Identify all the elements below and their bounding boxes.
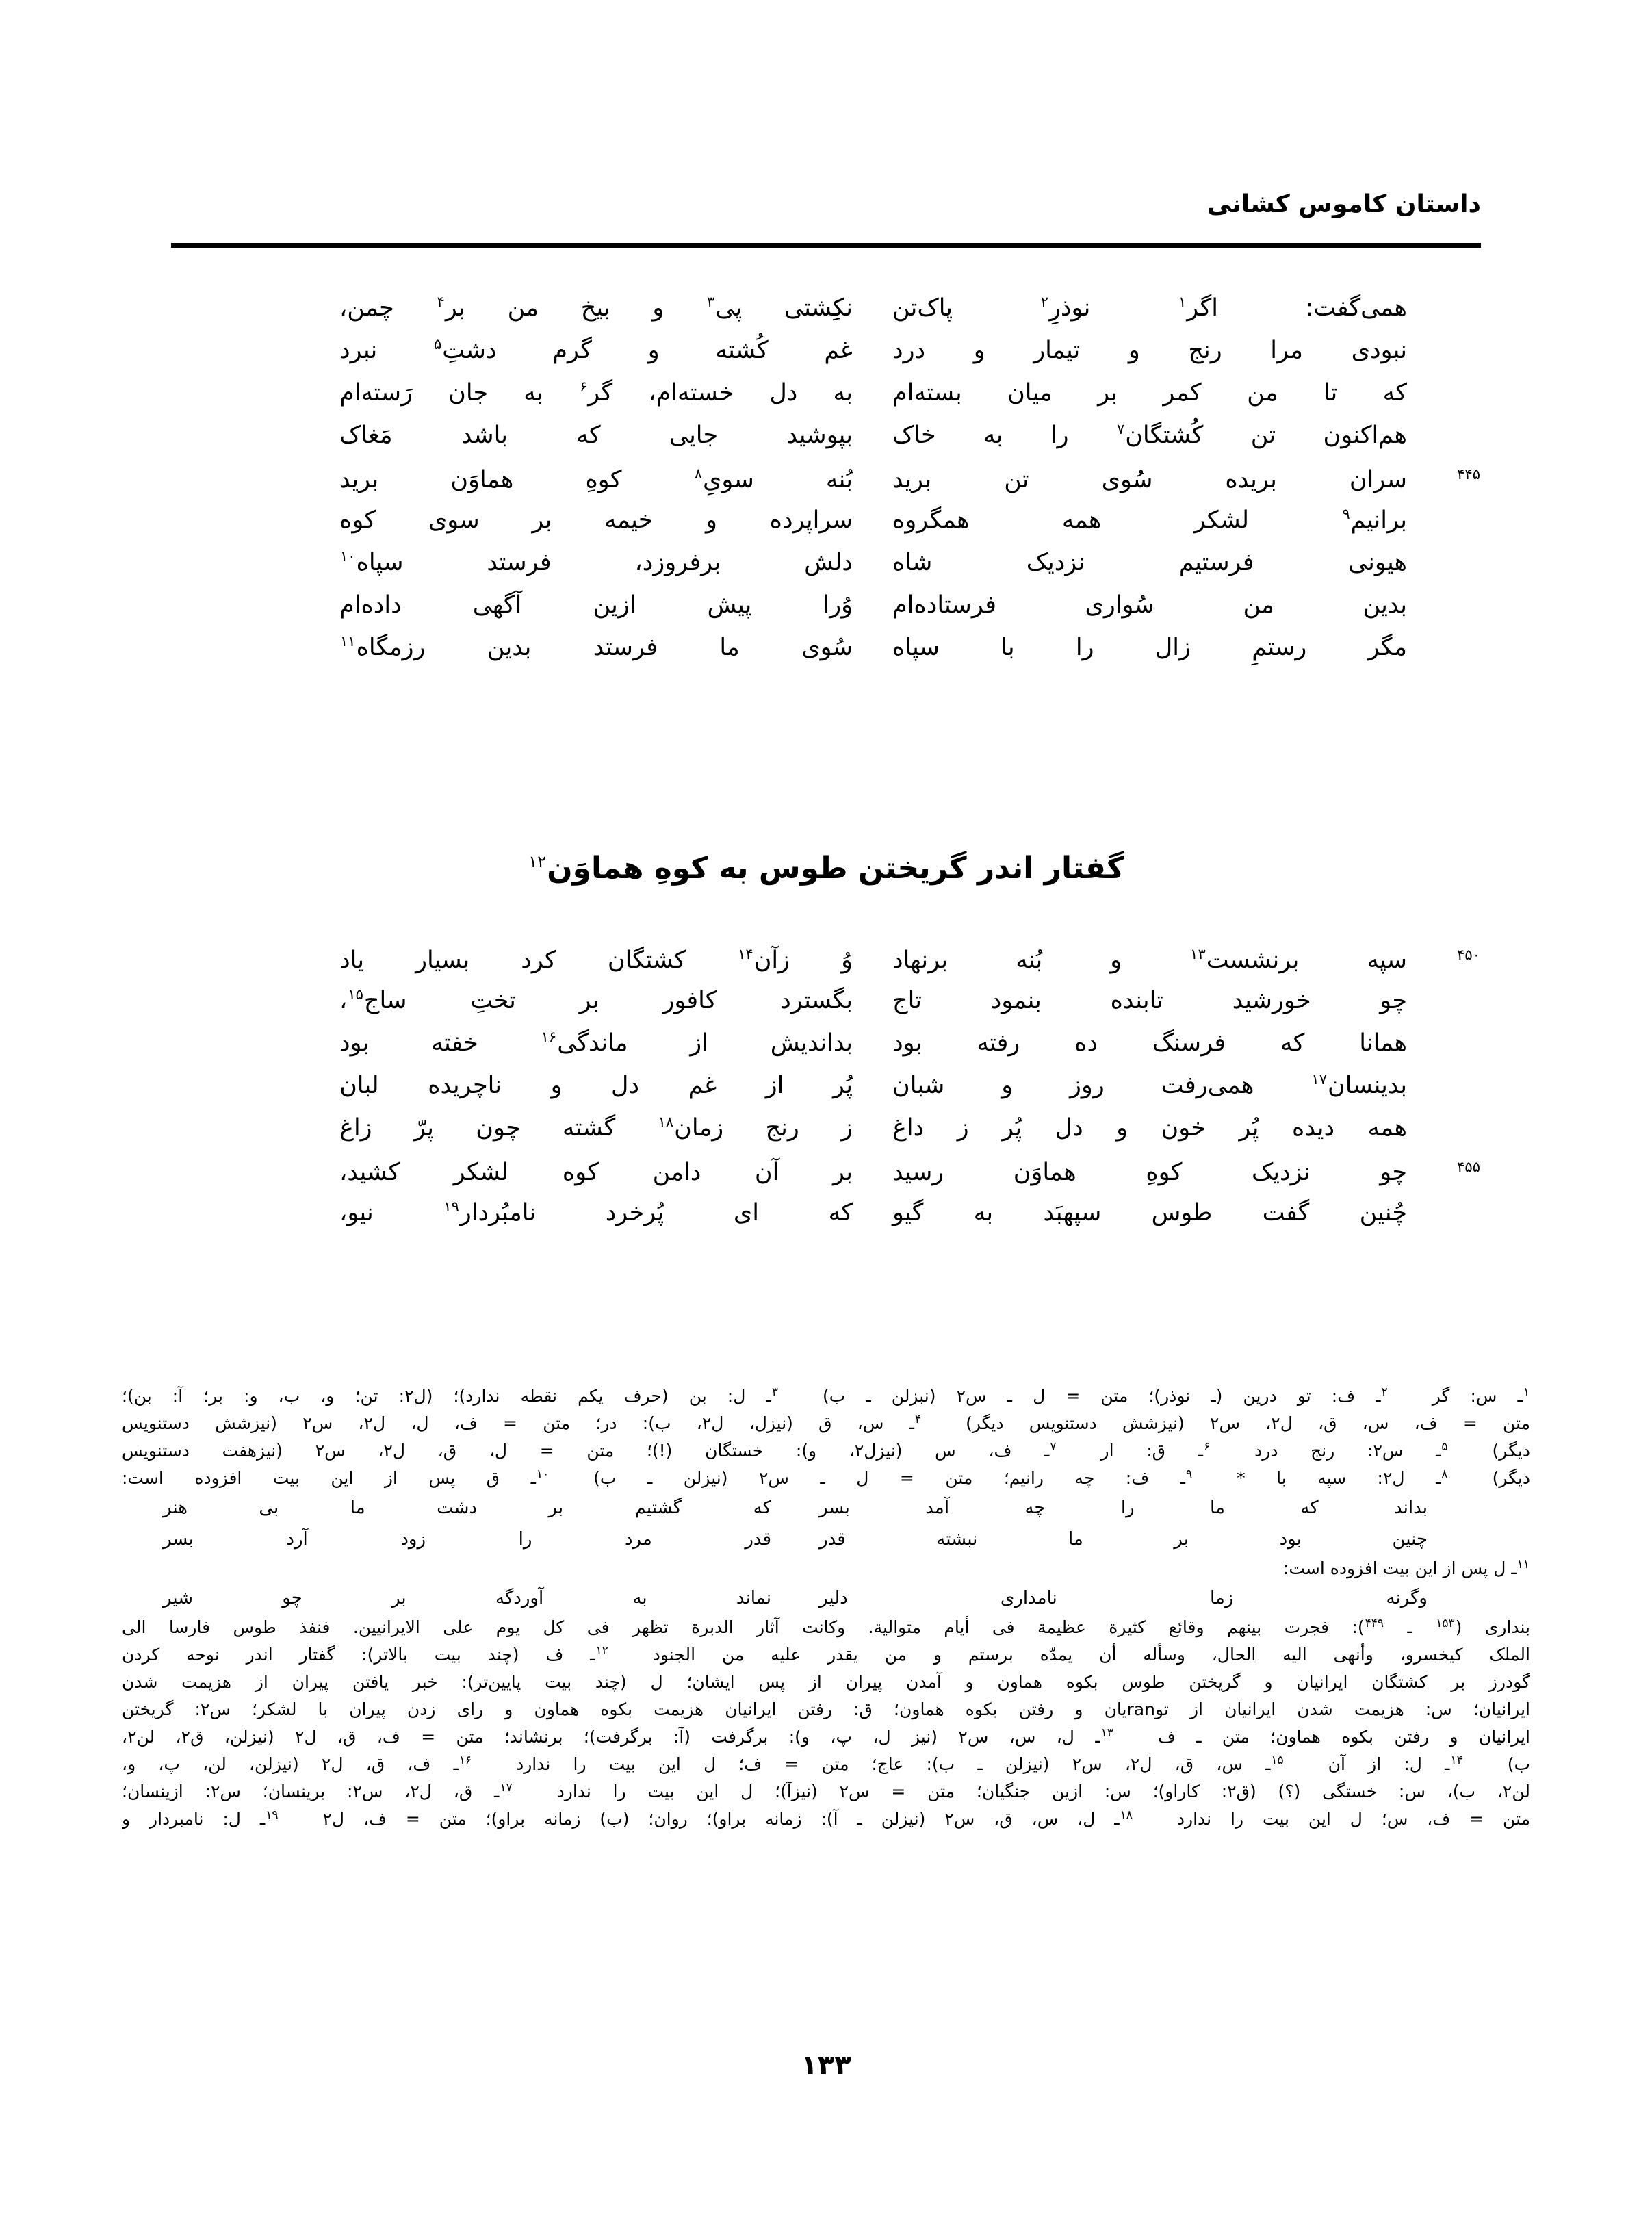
- hemistich: هم‌اکنون تن کُشتگان$^۷$ را به خاک: [892, 421, 1407, 449]
- verse-couplet: [171, 1157, 1481, 1199]
- hemistich: نبودی مرا رنج و تیمار و درد: [892, 337, 1407, 364]
- hemistich: که گشتیم بر دشت ما بی هنر: [163, 1498, 771, 1518]
- apparatus-line: دیگر)$^۸$ـ ل٢: سپه با *$^۹$ـ ف: چه رانیم؛ متن = ل ـ س٢ (نیزلن ـ ب)$^{۱۰}$ـ ق پس از این بیت افزوده است:: [122, 1467, 1530, 1488]
- verse-number: [1407, 610, 1481, 613]
- verse-couplet: [171, 549, 1481, 591]
- verse-number: [1407, 652, 1481, 655]
- hemistich: پُر از غم دل و ناچریده لبان: [339, 1072, 853, 1099]
- verse-couplet: [171, 422, 1481, 464]
- verse-couplet: [171, 591, 1481, 634]
- hemistich: چو نزدیک کوهِ هماوَن رسید: [892, 1159, 1407, 1186]
- critical-apparatus: [122, 1383, 1530, 1833]
- hemistich: سپه برنشست$^{۱۳}$ و بُنه برنهاد: [892, 946, 1407, 974]
- apparatus-line: دیگر)$^۵$ـ س٢: رنج درد$^۶$ـ ق: ار$^۷$ـ ف، س (نیزل٢، و): خستگان (!)؛ متن = ل، ق، ل٢، س٢ (نیزهفت دستنویس: [122, 1439, 1530, 1461]
- running-head: داستان کاموس کشانی: [1206, 190, 1481, 218]
- hemistich: سُوی ما فرستد بدین رزمگاه$^{۱۱}$: [340, 633, 853, 661]
- hemistich: که ای پُرخرد نامبُردار$^{۱۹}$ نیو،: [339, 1198, 853, 1226]
- verse-number: [1407, 1218, 1481, 1220]
- verse-couplet: [171, 987, 1481, 1029]
- apparatus-line: $^{۱۱}$ـ ل پس از این بیت افزوده است:: [1282, 1557, 1530, 1578]
- hemistich: بُنه سویِ$^۸$ کوهِ هماوَن برید: [339, 465, 853, 493]
- apparatus-line: ایرانیان؛ س: هزیمت شدن ایرانیان از توranیان و رفتن بکوه هماون؛ ق: رفتن ایرانیان هزیمت بکوه هماون و رای زدن پیران با لشکر؛ س٢: گریختن: [122, 1699, 1530, 1719]
- hemistich: قدر مرد را زود آرد بسر: [163, 1529, 771, 1550]
- folio-number: ۱۳۳: [801, 2050, 851, 2081]
- section-heading: [171, 851, 1481, 886]
- hemistich: غم کُشته و گرم دشتِ$^۵$ نبرد: [339, 336, 853, 364]
- verse-couplet: [171, 945, 1481, 987]
- hemistich: بدین من سُواری فرستاده‌ام: [892, 591, 1407, 619]
- verse-number: [1407, 440, 1481, 443]
- hemistich: بداندیش از ماندگی$^{۱۶}$ خفته بود: [339, 1029, 853, 1057]
- hemistich: مگر رستمِ زال را با سپاه: [892, 634, 1407, 661]
- verse-couplet: [171, 379, 1481, 422]
- hemistich: بداند که ما را چه آمد بسر: [819, 1498, 1428, 1518]
- verse-couplet: [171, 464, 1481, 506]
- apparatus-line: الملک کیخسرو، وأنهی الیه الحال، وسأله أن یمدّه برستم و من یقدر علیه من الجنود$^{۱۲}$ـ ف (چند بیت بالاتر): گفتار اندر نوحه کردن: [122, 1643, 1530, 1665]
- verse-number: ۴۵۰: [1457, 947, 1480, 964]
- hemistich: دلش برفروزد، فرستد سپاه$^{۱۰}$: [340, 548, 853, 576]
- hemistich: وُرا پیش ازین آگهی داده‌ام: [339, 591, 853, 619]
- hemistich: بگسترد کافور بر تختِ ساج$^{۱۵}$،: [339, 986, 853, 1014]
- apparatus-inserted-couplet: [122, 1582, 1530, 1614]
- verse-number: [1407, 1048, 1481, 1051]
- header-rule: [171, 243, 1481, 248]
- hemistich: بدینسان$^{۱۷}$ همی‌رفت روز و شبان: [892, 1071, 1407, 1099]
- verse-couplet: [171, 1072, 1481, 1114]
- hemistich: وگرنه زما نامداری دلیر: [819, 1588, 1428, 1608]
- apparatus-line: $^۱$ـ س: گر$^۲$ـ ف: تو درین (ـ نوذر)؛ متن = ل ـ س٢ (نبزلن ـ ب)$^۳$ـ ل: بن (حرف یکم نقطه ندارد)؛ (ل٢: تن؛ و، ب، و: بر؛ آ: بن)؛: [122, 1385, 1530, 1406]
- hemistich: سراپرده و خیمه بر سوی کوه: [339, 506, 853, 534]
- hemistich: بپوشید جایی که باشد مَغاک: [339, 422, 853, 449]
- apparatus-inserted-couplet: [122, 1492, 1530, 1524]
- verse-couplet: [171, 506, 1481, 549]
- hemistich: که تا من کمر بر میان بسته‌ام: [892, 379, 1407, 407]
- verse-couplet: [171, 634, 1481, 676]
- apparatus-inserted-couplet: [122, 1524, 1530, 1555]
- hemistich: همانا که فرسنگ ده رفته بود: [892, 1029, 1407, 1057]
- verse-couplet: [171, 1199, 1481, 1242]
- verse-number: [1407, 355, 1481, 358]
- hemistich: ز رنج زمان$^{۱۸}$ گشته چون پرّ زاغ: [339, 1114, 853, 1142]
- hemistich: برانیم$^۹$ لشکر همه همگروه: [892, 506, 1407, 534]
- apparatus-line: ب)$^{۱۴}$ـ ل: از آن$^{۱۵}$ـ س، ق، ل٢، س٢ (نیزلن ـ ب): عاج؛ متن = ف؛ ل این بیت را ندارد$^{۱۶}$ـ ف، ق، ل٢ (نیزلن، لن، پ، و،: [122, 1753, 1530, 1774]
- verse-block-lower: [171, 945, 1481, 1242]
- hemistich: چُنین گفت طوس سپهبَد به گیو: [892, 1199, 1407, 1226]
- hemistich: سران بریده سُوی تن برید: [892, 466, 1407, 493]
- apparatus-line: گودرز بر کشتگان ایرانیان و گریختن طوس بکوه هماون و آمدن پیران از پس ایشان؛ ل (چند بیت پایین‌تر): خبر یافتن پیران از هزیمت شدن: [122, 1672, 1530, 1692]
- apparatus-bundari-line: بنداری ($^{۱۵۳}$ ـ $^{۴۴۹}$): فجرت بینهم وقائع کثیرة عظیمة فی أیام متوالیة. وکانت آثار الدبرة تظهر فی کل یوم علی الایرانیین. فنفذ طوس فارسا الی: [122, 1616, 1530, 1637]
- verse-number: [1407, 313, 1481, 316]
- hemistich: چنین بود بر ما نبشته قدر: [819, 1529, 1428, 1550]
- hemistich: همه دیده پُر خون و دل پُر ز داغ: [892, 1114, 1407, 1142]
- hemistich: نماند به آوردگه بر چو شیر: [163, 1588, 771, 1608]
- verse-couplet: [171, 337, 1481, 379]
- verse-couplet: [171, 294, 1481, 337]
- verse-number: [1407, 1133, 1481, 1135]
- hemistich: وُ زآن$^{۱۴}$ کشتگان کرد بسیار یاد: [339, 946, 853, 974]
- apparatus-line: متن = ف، س؛ ل این بیت را ندارد$^{۱۸}$ـ ل، س، ق، س٢ (نیزلن ـ آ): زمانه براو)؛ روان؛ (ب) زمانه براو)؛ متن = ف، $ل٢^{۱۹}ـ$ ل: نامبردار و: [122, 1808, 1530, 1829]
- verse-number: [1407, 525, 1481, 528]
- apparatus-line: ایرانیان و رفتن بکوه هماون؛ متن ـ ف$^{۱۳}$ـ ل، س، س٢ (نیز ل، پ، و): برگرفت (آ: برگرفت)؛ برنشاند؛ متن = ف، ق، ل٢ (نیزلن، ق٢، لن٢،: [122, 1725, 1530, 1747]
- section-heading-note-marker: ۱۲: [528, 852, 547, 872]
- apparatus-line: متن = ف، س، ق، ل٢، س٢ (نیزشش دستنویس دیگر)$^۴$ـ س، ق (نیزل، ل٢، ب): در؛ متن = ف، ل، ل٢، س٢ (نیزشش دستنویس: [122, 1412, 1530, 1433]
- verse-number: [1407, 1005, 1481, 1008]
- verse-block-upper: [171, 294, 1481, 676]
- hemistich: بر آن دامن کوه لشکر کشید،: [339, 1159, 853, 1186]
- verse-number: ۴۵۵: [1457, 1159, 1480, 1176]
- verse-couplet: [171, 1029, 1481, 1072]
- hemistich: نکِشتی پی$^۳$ و بیخ من بر$^۴$ چمن،: [339, 294, 853, 322]
- hemistich: به دل خسته‌ام، گر$^۶$ به جان رَسته‌ام: [339, 378, 853, 407]
- section-heading-text: گفتار اندر گریختن طوس به کوهِ هماوَن: [547, 851, 1124, 886]
- verse-number: [1407, 398, 1481, 400]
- verse-number: ۴۴۵: [1457, 466, 1480, 483]
- hemistich: هیونی فرستیم نزدیک شاه: [892, 549, 1407, 576]
- verse-number: [1407, 567, 1481, 570]
- hemistich: چو خورشید تابنده بنمود تاج: [892, 987, 1407, 1014]
- hemistich: همی‌گفت: اگر$^۱$ نوذرِ$^۲$ پاک‌تن: [892, 294, 1407, 322]
- verse-couplet: [171, 1114, 1481, 1157]
- verse-number: [1407, 1090, 1481, 1093]
- apparatus-line: لن٢، ب)، س: خستگی (؟) (ق٢: کاراو)؛ س: ازین جنگیان؛ متن = س٢ (نیزآ)؛ ل این بیت را ندارد$^{۱۷}$ـ ق، ل٢، س٢: برینسان؛ س٢: ازینسان؛: [122, 1780, 1530, 1801]
